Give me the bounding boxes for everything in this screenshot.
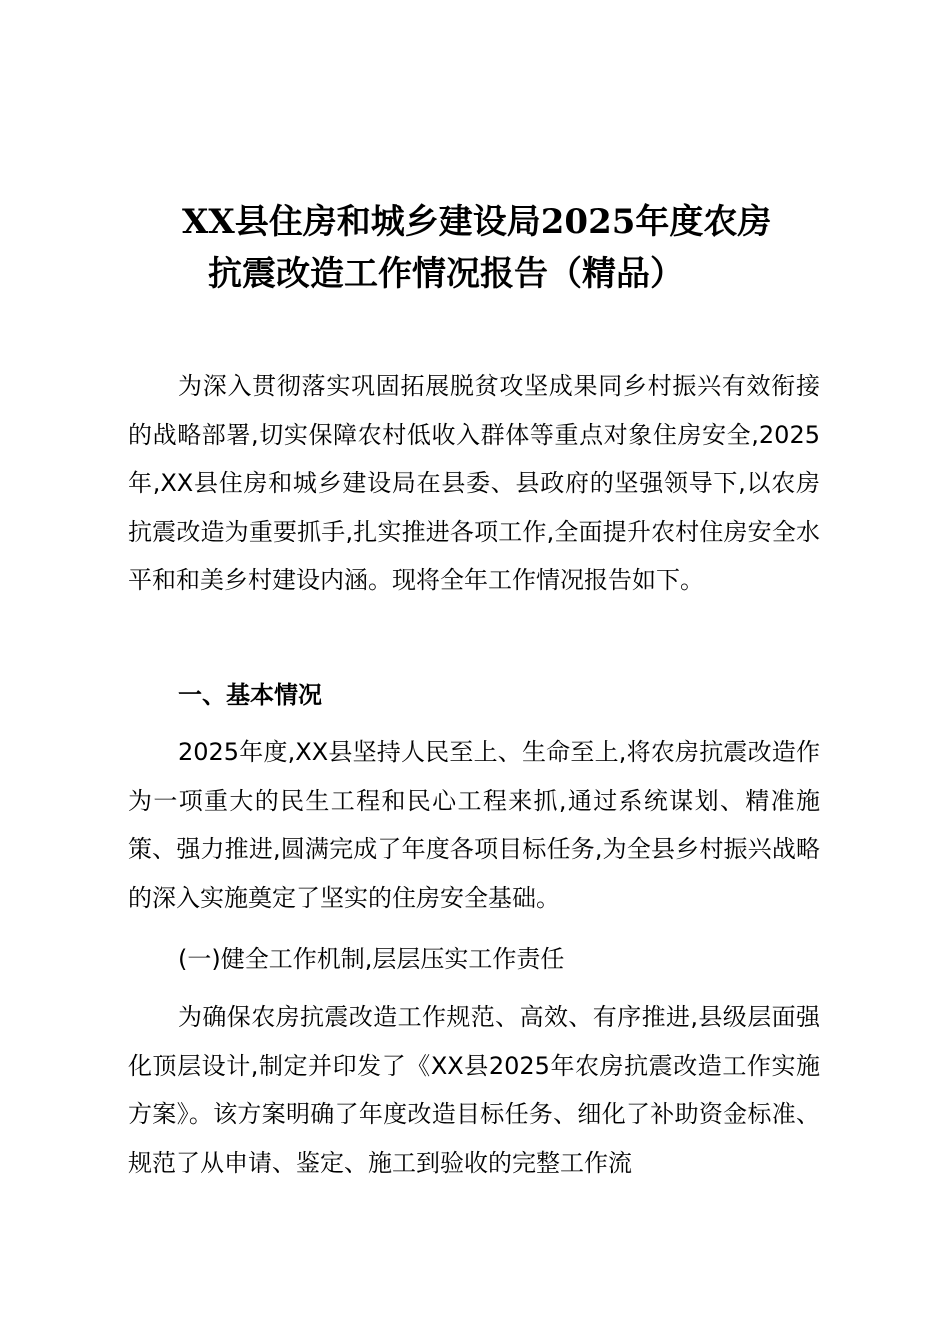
title-line-1: XX县住房和城乡建设局2025年度农房 <box>182 202 772 242</box>
subsection-heading-work-mechanism: (一)健全工作机制,层层压实工作责任 <box>178 945 565 973</box>
document-title <box>128 196 828 300</box>
intro-paragraph: 为深入贯彻落实巩固拓展脱贫攻坚成果同乡村振兴有效衔接的战略部署,切实保障农村低收入群体等重点对象住房安全,2025年,XX县住房和城乡建设局在县委、县政府的坚强领导下,以农房抗震改造为重要抓手,扎实推进各项工作,全面提升农村住房安全水平和和美乡村建设内涵。现将全年工作情况报告如下。 <box>128 372 820 595</box>
section-heading-basic-situation: 一、基本情况 <box>178 681 322 709</box>
subsection-paragraph-work-mechanism: 为确保农房抗震改造工作规范、高效、有序推进,县级层面强化顶层设计,制定并印发了《XX县2025年农房抗震改造工作实施方案》。该方案明确了年度改造目标任务、细化了补助资金标准、规范了从申请、鉴定、施工到验收的完整工作流 <box>128 1003 820 1177</box>
section-paragraph-basic-situation: 2025年度,XX县坚持人民至上、生命至上,将农房抗震改造作为一项重大的民生工程和民心工程来抓,通过系统谋划、精准施策、强力推进,圆满完成了年度各项目标任务,为全县乡村振兴战略的深入实施奠定了坚实的住房安全基础。 <box>128 738 820 912</box>
title-line-2: 抗震改造工作情况报告（精品） <box>208 254 684 294</box>
